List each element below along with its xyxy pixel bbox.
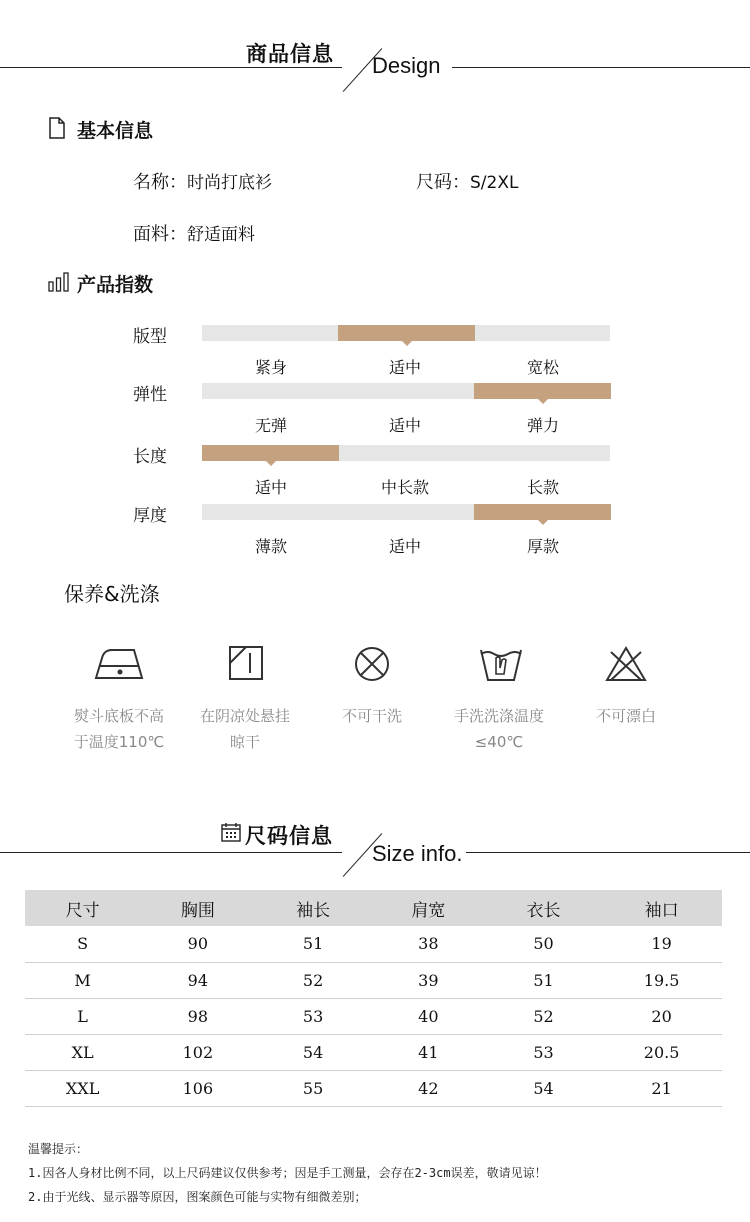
size-info-title: 尺码信息 xyxy=(245,824,333,848)
index-option: 适中 xyxy=(388,416,421,435)
index-label: 弹性 xyxy=(133,385,167,405)
care-text xyxy=(563,703,689,729)
hand-wash-icon xyxy=(478,644,524,688)
care-text-line1: 手洗洗涤温度 xyxy=(453,707,544,725)
index-fill-marker xyxy=(474,383,611,399)
table-cell: L xyxy=(25,998,140,1034)
bar-chart-icon xyxy=(48,272,70,296)
table-cell: 94 xyxy=(140,962,255,998)
index-fill-marker xyxy=(474,504,611,520)
table-cell: 21 xyxy=(601,1070,722,1106)
table-cell: 51 xyxy=(486,962,601,998)
calendar-icon xyxy=(221,822,241,846)
size-table-header: 袖长 xyxy=(255,890,370,926)
size-table-header: 衣长 xyxy=(486,890,601,926)
table-row xyxy=(25,926,722,962)
size-table-header: 肩宽 xyxy=(371,890,486,926)
table-cell: 54 xyxy=(486,1070,601,1106)
fabric-value: 舒适面料 xyxy=(187,225,255,245)
table-cell: 39 xyxy=(371,962,486,998)
size-info-subtitle: Size info. xyxy=(372,841,463,866)
index-option: 薄款 xyxy=(254,537,287,556)
line-dry-shade-icon xyxy=(228,645,264,685)
care-text xyxy=(309,703,435,729)
size-table-header: 袖口 xyxy=(601,890,722,926)
no-bleach-icon xyxy=(605,646,647,686)
index-option: 紧身 xyxy=(254,358,287,377)
table-row xyxy=(25,1070,722,1106)
name-label: 名称： xyxy=(133,172,187,193)
table-cell: 102 xyxy=(140,1034,255,1070)
index-option: 适中 xyxy=(254,478,287,497)
care-text xyxy=(182,703,308,755)
index-option: 长款 xyxy=(526,478,559,497)
index-track xyxy=(202,504,610,520)
table-cell: 53 xyxy=(486,1034,601,1070)
no-dry-clean-icon xyxy=(353,645,391,687)
index-label: 长度 xyxy=(133,447,167,467)
index-option: 无弹 xyxy=(254,416,287,435)
table-cell: 52 xyxy=(255,962,370,998)
care-text-line2: 晾干 xyxy=(229,733,260,751)
index-option: 厚款 xyxy=(526,537,559,556)
index-option: 宽松 xyxy=(526,358,559,377)
care-text xyxy=(436,703,562,755)
table-cell: 98 xyxy=(140,998,255,1034)
name-value: 时尚打底衫 xyxy=(187,173,272,193)
index-option: 中长款 xyxy=(380,478,429,497)
table-cell: 90 xyxy=(140,926,255,962)
document-icon xyxy=(48,117,66,143)
index-label: 厚度 xyxy=(133,506,167,526)
table-row xyxy=(25,1034,722,1070)
basic-info-heading: 基本信息 xyxy=(77,120,154,142)
care-text xyxy=(56,703,182,755)
iron-low-icon xyxy=(94,646,144,684)
size-table xyxy=(25,890,722,1107)
table-row xyxy=(25,998,722,1034)
table-cell: 41 xyxy=(371,1034,486,1070)
table-cell: 40 xyxy=(371,998,486,1034)
index-track xyxy=(202,445,610,461)
care-text-line2: ≤40℃ xyxy=(474,733,524,751)
index-fill-marker xyxy=(338,325,475,341)
index-label: 版型 xyxy=(133,327,167,347)
table-cell: 19.5 xyxy=(601,962,722,998)
table-row xyxy=(25,962,722,998)
table-cell: 19 xyxy=(601,926,722,962)
table-cell: XL xyxy=(25,1034,140,1070)
care-text-line1: 不可漂白 xyxy=(595,707,656,725)
table-cell: 54 xyxy=(255,1034,370,1070)
table-cell: 20.5 xyxy=(601,1034,722,1070)
care-text-line1: 不可干洗 xyxy=(341,707,402,725)
table-cell: 55 xyxy=(255,1070,370,1106)
care-text-line2: 于温度110℃ xyxy=(73,733,165,751)
notes-line-1: 1.因各人身材比例不同，以上尺码建议仅供参考；因是手工测量，会存在2-3cm误差，敬请见谅！ xyxy=(28,1166,547,1180)
index-option: 适中 xyxy=(388,358,421,377)
notes-line-2: 2.由于光线、显示器等原因，图案颜色可能与实物有细微差别； xyxy=(28,1190,367,1204)
index-track xyxy=(202,325,610,341)
index-option: 弹力 xyxy=(526,416,559,435)
care-heading: 保养&洗涤 xyxy=(64,582,160,606)
table-cell: 20 xyxy=(601,998,722,1034)
design-subtitle: Design xyxy=(372,53,441,78)
table-cell: 38 xyxy=(371,926,486,962)
notes-title: 温馨提示： xyxy=(28,1142,89,1156)
table-cell: 42 xyxy=(371,1070,486,1106)
index-track xyxy=(202,383,610,399)
size-value: S/2XL xyxy=(470,173,519,193)
index-fill-marker xyxy=(202,445,339,461)
table-cell: 106 xyxy=(140,1070,255,1106)
size-table-header: 胸围 xyxy=(140,890,255,926)
table-cell: 52 xyxy=(486,998,601,1034)
table-cell: 51 xyxy=(255,926,370,962)
fabric-label: 面料： xyxy=(133,224,187,245)
table-cell: 53 xyxy=(255,998,370,1034)
table-cell: XXL xyxy=(25,1070,140,1106)
table-cell: S xyxy=(25,926,140,962)
product-index-heading: 产品指数 xyxy=(77,274,154,296)
index-option: 适中 xyxy=(388,537,421,556)
table-cell: 50 xyxy=(486,926,601,962)
product-info-title: 商品信息 xyxy=(246,42,334,66)
care-text-line1: 熨斗底板不高 xyxy=(73,707,164,725)
size-table-header: 尺寸 xyxy=(25,890,140,926)
size-label: 尺码： xyxy=(416,172,470,193)
care-text-line1: 在阴凉处悬挂 xyxy=(199,707,290,725)
table-cell: M xyxy=(25,962,140,998)
